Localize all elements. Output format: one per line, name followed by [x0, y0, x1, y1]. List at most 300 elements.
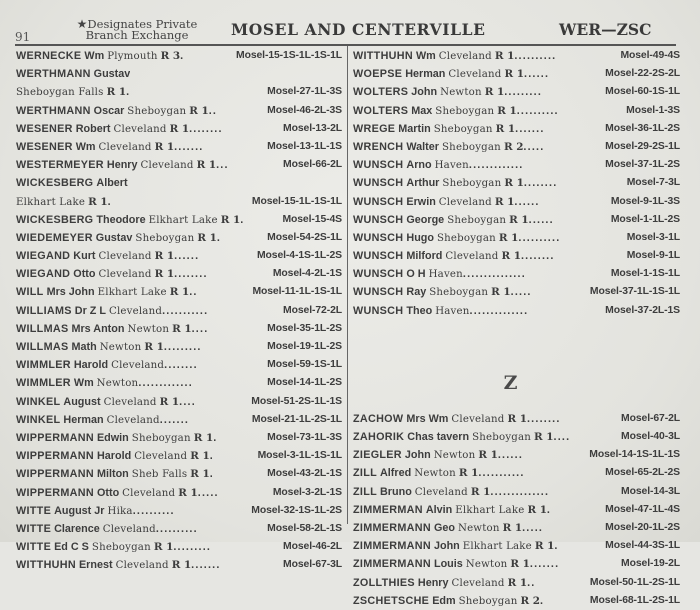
page-number: 91 — [15, 30, 31, 44]
leader-dots: ........ — [523, 177, 558, 190]
phone-number: Mosel-14-1L-2S — [267, 377, 342, 389]
listing-given-name: Edwin — [96, 431, 129, 444]
listing-route: R 1 — [178, 486, 198, 499]
listing-route: R 1 — [172, 322, 192, 335]
section-spacer — [353, 320, 680, 356]
listing-given-name: Gustav — [93, 68, 131, 81]
listing-row — [16, 65, 342, 83]
listing-name-address — [16, 65, 130, 83]
listing-given-name: Mrs Wm — [406, 412, 449, 425]
listing-row — [16, 47, 342, 65]
listing-place: Sheboygan — [135, 232, 195, 244]
listing-route: R 1 — [509, 213, 529, 226]
listing-row — [353, 174, 680, 192]
listing-row — [16, 229, 342, 247]
listing-name-address — [353, 428, 554, 446]
listing-surname: WIEDEMEYER — [16, 231, 93, 244]
listing-surname: WILLMAS — [16, 322, 69, 335]
alphabet-range: WER—ZSC — [559, 20, 652, 39]
listing-place: Sheboygan — [472, 432, 532, 443]
listing-given-name: Alfred — [380, 467, 412, 480]
listing-surname: WUNSCH — [353, 231, 404, 244]
listing-given-name: George — [406, 213, 445, 226]
listing-row — [16, 411, 342, 429]
listing-name-address — [16, 411, 160, 429]
listing-given-name: Wm — [84, 50, 105, 62]
leader-dots: ......... — [163, 341, 202, 353]
listing-name-address — [16, 283, 189, 301]
listing-route: R 1 — [88, 195, 108, 208]
listing-given-name: Theo — [406, 304, 433, 317]
listing-given-name: Bruno — [380, 485, 412, 498]
listing-name-address — [16, 102, 209, 120]
listing-row — [16, 356, 342, 374]
listing-route: R 1 — [494, 50, 515, 62]
leader-dots: ..... — [510, 286, 532, 299]
phone-number: Mosel-46-2L — [283, 541, 342, 553]
listing-place: Newton — [127, 323, 170, 335]
listing-route: R 1 — [190, 468, 210, 481]
leader-dots: . — [126, 86, 131, 99]
listing-surname: ZILL — [353, 467, 377, 480]
z-listings — [353, 410, 680, 610]
listing-place: Cleveland — [122, 487, 176, 499]
listing-row — [16, 156, 342, 174]
listing-route: R 1 — [154, 250, 175, 263]
phone-number: Mosel-3-2L-1S — [272, 486, 342, 498]
leader-dots: ........... — [478, 467, 525, 480]
listing-name-address — [353, 102, 517, 120]
listing-place: Cleveland — [438, 51, 492, 62]
listing-surname: WOLTERS — [353, 86, 409, 99]
listing-row — [16, 283, 342, 301]
listing-surname: WESTERMEYER — [16, 159, 104, 172]
listing-route: R 2 — [520, 594, 541, 607]
leader-dots: . — [240, 213, 245, 226]
leader-dots: .......... — [514, 50, 557, 62]
leader-dots: ....... — [191, 559, 221, 572]
star-note-text: Designates Private — [87, 17, 198, 31]
listing-surname: WITTE — [16, 541, 52, 554]
leader-dots: .......... — [155, 522, 198, 535]
listing-place: Plymouth — [107, 51, 158, 62]
leader-dots: ....... — [174, 140, 204, 153]
listing-given-name: Albert — [96, 177, 128, 190]
listing-row — [353, 120, 680, 138]
leader-dots: .. — [189, 286, 198, 299]
listing-name-address — [16, 302, 162, 320]
listing-given-name: Ernest — [78, 559, 113, 572]
phone-number: Mosel-36-1L-2S — [605, 122, 680, 134]
leader-dots: .......... — [132, 504, 175, 517]
listing-name-address — [16, 120, 189, 138]
leader-dots: .............. — [490, 485, 550, 498]
listing-place: Sheboygan — [435, 105, 495, 117]
listing-row — [16, 247, 342, 265]
listing-surname: ZILL — [353, 485, 377, 498]
leader-dots: . — [180, 50, 185, 62]
listing-name-address — [353, 120, 515, 138]
listing-place: Sheboygan — [458, 595, 518, 607]
listing-row — [353, 410, 680, 428]
listing-route: R 1 — [169, 122, 190, 135]
listing-given-name: Gustav — [95, 231, 133, 244]
listing-row — [353, 592, 680, 610]
phone-number: Mosel-60-1S-1L — [605, 86, 680, 98]
listing-given-name: Edm — [432, 594, 456, 607]
listing-surname: WUNSCH — [353, 250, 404, 263]
listing-place: Elkhart Lake — [97, 287, 167, 299]
listing-row — [16, 465, 342, 483]
listing-surname: WICKESBERG — [16, 213, 94, 226]
listing-route: R 3 — [160, 50, 181, 62]
listing-surname: WERTHMANN — [16, 104, 91, 117]
listing-row — [16, 484, 342, 502]
listing-surname: WUNSCH — [353, 213, 404, 226]
listing-row — [353, 138, 680, 156]
listing-route: R 1 — [478, 449, 498, 462]
phone-number: Mosel-59-1S-1L — [267, 359, 342, 371]
listing-given-name: Milton — [96, 468, 129, 481]
listing-name-address — [353, 47, 514, 65]
leader-dots: ......... — [504, 86, 543, 99]
listing-row — [353, 102, 680, 120]
listing-given-name: Geo — [433, 521, 455, 534]
listing-place: Sheboygan — [442, 141, 501, 153]
listing-name-address — [16, 374, 138, 392]
listing-name-address — [353, 483, 490, 501]
listing-route: R 1 — [169, 286, 190, 299]
listing-route: R 1 — [534, 431, 554, 443]
phone-number: Mosel-13-2L — [283, 122, 342, 134]
listing-given-name: Herman — [405, 68, 446, 81]
phone-number: Mosel-3-1L-1S-1L — [257, 450, 342, 462]
phone-number: Mosel-29-2S-1L — [605, 140, 680, 152]
leader-dots: .... — [553, 431, 571, 443]
listing-place: Cleveland — [98, 269, 152, 281]
listing-given-name: Henry — [417, 576, 449, 589]
private-branch-exchange-note — [67, 19, 207, 41]
listing-name-address — [353, 519, 522, 537]
listing-route: R 1 — [144, 341, 164, 353]
listing-given-name: Kurt — [73, 250, 96, 263]
listing-place: Cleveland — [102, 523, 156, 535]
listing-place: Cleveland — [108, 305, 163, 317]
listing-given-name: Max — [411, 104, 433, 117]
listing-name-address — [16, 211, 240, 229]
leader-dots: ..... — [197, 486, 219, 499]
listing-place: Cleveland — [414, 486, 468, 498]
phone-number: Mosel-19-2L — [621, 558, 680, 570]
listing-name-address — [16, 356, 164, 374]
listing-place: Cleveland — [113, 123, 167, 135]
star-icon: ★ — [76, 17, 88, 31]
listing-surname: WUNSCH — [353, 304, 404, 317]
listing-surname: WIMMLER — [16, 359, 71, 372]
listing-route: R 1 — [484, 86, 505, 99]
listing-row — [16, 447, 342, 465]
listing-surname: WIPPERMANN — [16, 431, 94, 444]
listing-surname: ZOLLTHIES — [353, 576, 415, 589]
listing-surname: WESENER — [16, 122, 73, 135]
listing-route: R 1 — [501, 250, 521, 263]
listing-name-address — [353, 592, 540, 610]
listing-place: Newton — [465, 559, 508, 571]
phone-number: Mosel-66-2L — [283, 159, 342, 171]
listing-surname: WITTHUHN — [353, 50, 413, 62]
listing-place: Cleveland — [451, 413, 505, 425]
phone-number: Mosel-3-1L — [626, 231, 680, 243]
listing-route: R 1 — [494, 195, 515, 208]
phone-number: Mosel-4-2L-1S — [272, 268, 342, 280]
listing-name-address — [16, 83, 126, 101]
phone-number: Mosel-19-1L-2S — [267, 341, 342, 352]
phone-number: Mosel-4-1S-1L-2S — [256, 250, 342, 262]
leader-dots: .. — [208, 104, 218, 117]
listing-given-name: Arno — [406, 159, 432, 172]
listing-given-name: Otto — [73, 268, 96, 281]
listing-name-address — [16, 502, 133, 520]
listing-surname: ZIMMERMANN — [353, 558, 431, 571]
listing-row — [16, 502, 342, 520]
listing-place: Cleveland — [115, 560, 169, 572]
listing-row — [16, 174, 342, 192]
leader-dots: ...... — [174, 250, 200, 263]
listing-row — [16, 83, 342, 101]
leader-dots: .. — [527, 576, 536, 589]
listing-place: Sheboygan — [131, 432, 191, 444]
leader-dots: ... — [216, 159, 229, 172]
phone-number: Mosel-68-1L-2S-1L — [589, 594, 680, 606]
listing-surname: ZAHORIK — [353, 431, 405, 443]
listing-name-address — [16, 393, 179, 411]
listing-row — [353, 211, 680, 229]
listing-row — [353, 47, 680, 65]
listing-route: R 1 — [502, 521, 523, 534]
listing-name-address — [353, 83, 504, 101]
listing-place: Sheboygan Falls — [16, 87, 104, 99]
listing-given-name: Mrs John — [46, 286, 95, 299]
listing-surname: WUNSCH — [353, 195, 404, 208]
listing-place: Newton — [440, 87, 482, 99]
listing-given-name: O H — [406, 268, 426, 281]
listing-name-address — [353, 574, 527, 592]
right-column — [353, 47, 680, 610]
listing-route: R 2 — [503, 140, 524, 153]
phone-number: Mosel-72-2L — [283, 304, 342, 316]
listing-row — [353, 428, 680, 446]
leader-dots: . — [540, 594, 545, 607]
leader-dots: ........ — [174, 268, 208, 281]
listing-row — [353, 574, 680, 592]
listing-place: Cleveland — [438, 196, 492, 208]
listing-place: Elkhart Lake — [148, 214, 218, 226]
listing-surname: WERNECKE — [16, 50, 82, 62]
listing-given-name: John — [404, 449, 431, 462]
listing-surname: WINKEL — [16, 413, 61, 426]
phone-number: Mosel-22-2S-2L — [605, 68, 680, 80]
listing-place: Sheboygan — [436, 232, 496, 244]
leader-dots: .... — [179, 395, 196, 408]
listing-name-address — [353, 501, 547, 519]
listing-name-address — [16, 447, 210, 465]
listing-row — [16, 538, 342, 556]
listing-place: Sheboygan — [429, 287, 489, 299]
listing-row — [16, 193, 342, 211]
listing-surname: ZIMMERMANN — [353, 521, 431, 534]
listing-given-name: Louis — [433, 558, 463, 571]
leader-dots: . — [216, 231, 222, 244]
listing-surname: WESENER — [16, 140, 73, 153]
listing-route: R 1 — [190, 450, 210, 463]
listing-given-name: August — [63, 395, 101, 408]
leader-dots: . — [554, 540, 559, 553]
phone-number: Mosel-13-1L-1S — [267, 140, 342, 152]
leader-dots: . — [107, 195, 112, 208]
phone-number: Mosel-9-1L-3S — [610, 195, 680, 207]
listing-given-name: August Jr — [54, 504, 105, 517]
listing-row — [353, 65, 680, 83]
listing-place: Cleveland — [98, 141, 152, 153]
leader-dots: ...... — [524, 68, 550, 81]
listing-given-name: Walter — [406, 140, 439, 153]
listing-name-address — [16, 338, 164, 356]
listing-name-address — [16, 556, 191, 574]
listing-name-address — [16, 465, 210, 483]
listing-name-address — [16, 138, 174, 156]
listing-surname: WIPPERMANN — [16, 486, 94, 499]
listing-name-address — [16, 320, 192, 338]
listing-given-name: Clarence — [54, 522, 100, 535]
listing-name-address — [16, 538, 173, 556]
leader-dots: ............. — [138, 377, 193, 390]
listing-place: Haven — [428, 269, 463, 281]
listing-surname: WERTHMANN — [16, 68, 91, 81]
phone-number: Mosel-67-2L — [621, 412, 680, 424]
leader-dots: ........ — [189, 122, 223, 135]
phone-number: Mosel-35-1L-2S — [267, 322, 342, 334]
listing-row — [353, 302, 680, 320]
phone-number: Mosel-14-3L — [621, 485, 680, 497]
listing-surname: ZIEGLER — [353, 449, 402, 462]
leader-dots: ............. — [468, 159, 524, 172]
leader-dots: ........ — [520, 250, 555, 263]
listing-given-name: Ray — [406, 286, 427, 299]
left-column — [16, 47, 342, 574]
listing-surname: ZIMMERMANN — [353, 540, 431, 553]
listing-row — [16, 520, 342, 538]
listing-given-name: Robert — [75, 122, 111, 135]
phone-number: Mosel-9-1L — [626, 250, 680, 262]
phone-number: Mosel-7-3L — [626, 177, 680, 189]
leader-dots: ....... — [159, 413, 190, 426]
listing-route: R 1 — [470, 485, 491, 498]
listing-place: Cleveland — [140, 160, 194, 172]
listing-given-name: Theodore — [96, 213, 146, 226]
listing-route: R 1 — [196, 159, 217, 172]
listing-place: Cleveland — [134, 451, 188, 463]
listing-row — [16, 320, 342, 338]
listing-row — [16, 302, 342, 320]
listing-name-address — [16, 429, 213, 447]
listing-place: Elkhart Lake — [16, 196, 86, 208]
listing-row — [353, 193, 680, 211]
leader-dots: . — [209, 468, 214, 481]
phone-number: Mosel-73-1L-3S — [267, 431, 342, 443]
phone-number: Mosel-54-2S-1L — [267, 231, 342, 243]
phone-number: Mosel-1-1L-2S — [610, 213, 680, 225]
listing-given-name: John — [411, 86, 438, 99]
listing-row — [16, 211, 342, 229]
listing-row — [353, 265, 680, 283]
listing-route: R 1 — [106, 86, 127, 99]
column-divider — [347, 46, 348, 524]
listing-row — [353, 83, 680, 101]
listing-given-name: Arthur — [406, 177, 440, 190]
listing-place: Cleveland — [98, 251, 152, 263]
listing-given-name: Martin — [398, 122, 431, 135]
listing-row — [353, 156, 680, 174]
listing-name-address — [353, 156, 469, 174]
listing-name-address — [353, 193, 514, 211]
phone-number: Mosel-65-2L-2S — [605, 467, 680, 479]
listing-place: Cleveland — [451, 577, 505, 589]
phone-number: Mosel-43-2L-1S — [267, 468, 342, 480]
listing-row — [16, 138, 342, 156]
listing-name-address — [353, 265, 463, 283]
listing-place: Newton — [99, 342, 142, 353]
listing-route: R 1 — [189, 104, 209, 117]
listing-name-address — [16, 156, 216, 174]
listing-name-address — [353, 138, 523, 156]
phone-number: Mosel-1-3S — [626, 104, 680, 116]
listing-given-name: Harold — [96, 450, 132, 463]
listing-row — [353, 283, 680, 301]
listing-row — [353, 501, 680, 519]
leader-dots: .......... — [516, 104, 559, 117]
listing-place: Newton — [433, 450, 476, 462]
listing-route: R 1 — [220, 213, 241, 226]
phone-number: Mosel-58-2L-1S — [267, 522, 342, 534]
listing-name-address — [353, 410, 527, 428]
listing-name-address — [16, 265, 174, 283]
listing-place: Sheboygan — [442, 178, 502, 190]
listing-route: R 1 — [495, 122, 516, 135]
listing-place: Sheboygan — [433, 123, 493, 135]
listing-name-address — [353, 211, 529, 229]
listing-given-name: Milford — [406, 250, 443, 263]
listing-route: R 1 — [458, 467, 479, 480]
listing-given-name: Oscar — [93, 104, 125, 117]
listing-given-name: John — [433, 540, 460, 553]
phone-number: Mosel-47-1L-4S — [605, 503, 680, 515]
listing-given-name: Hugo — [406, 231, 434, 244]
listing-surname: WIEGAND — [16, 250, 71, 263]
listing-surname: WUNSCH — [353, 177, 404, 190]
w-listings — [353, 47, 680, 320]
listing-row — [16, 338, 342, 356]
listing-route: R 1 — [504, 177, 524, 190]
listing-given-name: Alvin — [425, 503, 453, 516]
listing-name-address — [353, 65, 524, 83]
listing-name-address — [353, 555, 530, 573]
listing-route: R 1 — [498, 231, 519, 244]
listing-row — [353, 537, 680, 555]
listing-route: R 1 — [193, 431, 214, 444]
listing-given-name: Herman — [63, 413, 104, 426]
listing-row — [16, 120, 342, 138]
listing-route: R 1 — [507, 412, 527, 425]
